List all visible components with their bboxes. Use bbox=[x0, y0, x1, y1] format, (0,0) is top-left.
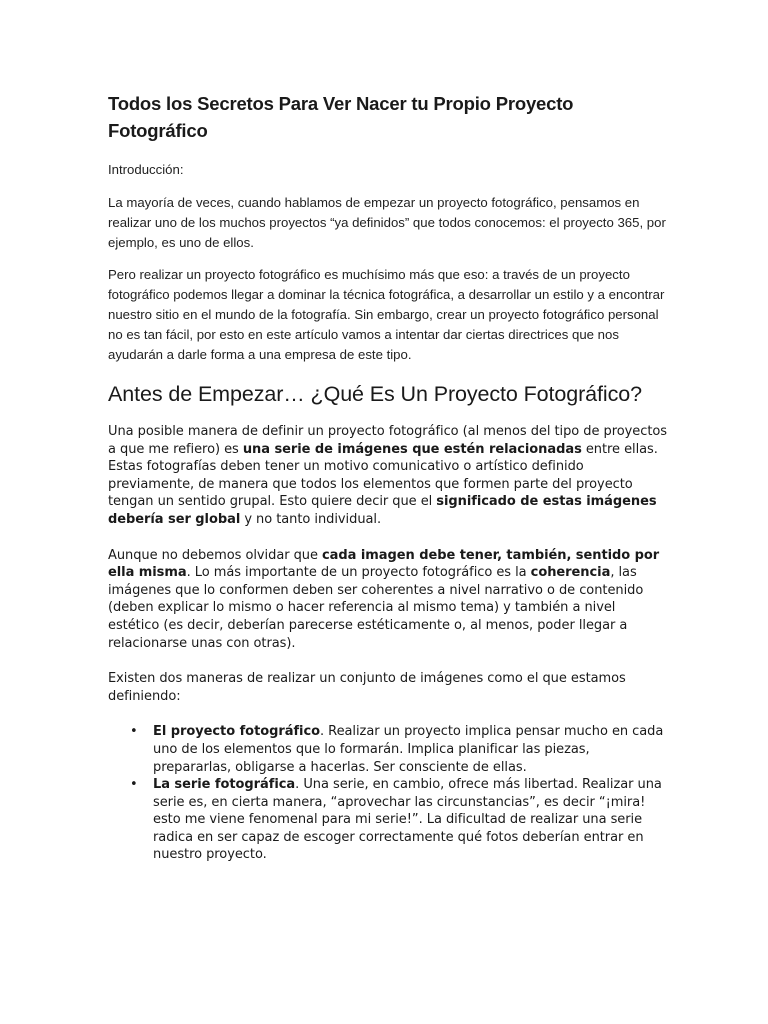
coherence-bold-2: coherencia bbox=[530, 565, 611, 581]
intro-paragraph-2: Pero realizar un proyecto fotográfico es muchísimo más que eso: a través de un proyecto fotográfico podemos llegar a dominar la técnica fotográfica, a desarrollar un estilo y a encontrar nuestro sitio en el mundo de la fotografía. Sin embargo, crear un proyecto fotográfico personal no es tan fácil, por esto en este artículo vamos a intentar dar ciertas directrices que nos ayudarán a darle forma a una empresa de este tipo. bbox=[108, 267, 665, 362]
coherence-text-1: Aunque no debemos olvidar que bbox=[108, 547, 323, 563]
coherence-text-3: , las imágenes que lo conformen deben ser coherentes a nivel narrativo o de contenido (deben explicar lo mismo o hacer referencia al mismo tema) y también a nivel estético (es decir, deberían parecerse estéticamente o, al menos, poder llegar a relacionarse unas con otras). bbox=[108, 565, 644, 651]
bullet-icon: • bbox=[130, 724, 138, 740]
list-item bbox=[108, 723, 668, 776]
list-item bbox=[108, 776, 668, 864]
definition-paragraph bbox=[108, 423, 668, 529]
bullet-icon: • bbox=[130, 777, 138, 793]
definition-bold-2: significado de estas imágenes debería ser global bbox=[108, 494, 657, 527]
section-heading: Antes de Empezar… ¿Qué Es Un Proyecto Fotográfico? bbox=[108, 382, 642, 406]
ways-paragraph: Existen dos maneras de realizar un conjunto de imágenes como el que estamos definiendo: bbox=[108, 671, 626, 704]
definition-text-2: entre ellas. Estas fotografías deben tener un motivo comunicativo o artístico definido previamente, de manera que todos los elementos que formen parte del proyecto tengan un sentido grupal. Esto quiere decir que el bbox=[108, 441, 658, 510]
coherence-paragraph bbox=[108, 547, 668, 653]
list-item-text: . Una serie, en cambio, ofrece más libertad. Realizar una serie es, en cierta manera, “aprovechar las circunstancias”, es decir “¡mira! esto me viene fenomenal para mi serie!”. La dificultad de realizar una serie radica en ser capaz de escoger correctamente qué fotos deberían entrar en nuestro proyecto. bbox=[153, 777, 662, 863]
list-item-bold: El proyecto fotográfico bbox=[153, 724, 320, 740]
intro-paragraph-1: La mayoría de veces, cuando hablamos de empezar un proyecto fotográfico, pensamos en realizar uno de los muchos proyectos “ya definidos” que todos conocemos: el proyecto 365, por ejemplo, es uno de ellos. bbox=[108, 195, 666, 250]
definition-text-3: y no tanto individual. bbox=[240, 511, 382, 527]
definition-bold-1: una serie de imágenes que estén relacionadas bbox=[242, 441, 582, 457]
document-content bbox=[108, 90, 668, 864]
list-item-text: . Realizar un proyecto implica pensar mucho en cada uno de los elementos que lo formarán. Implica planificar las piezas, prepararlas, obligarse a hacerlas. Ser consciente de ellas. bbox=[153, 724, 664, 775]
definition-text-1: Una posible manera de definir un proyecto fotográfico (al menos del tipo de proyectos a que me refiero) es bbox=[108, 424, 668, 457]
list-item-bold: La serie fotográfica bbox=[153, 777, 296, 793]
coherence-bold-1: cada imagen debe tener, también, sentido por ella misma bbox=[108, 547, 660, 581]
ways-list bbox=[108, 723, 668, 864]
coherence-text-2: . Lo más importante de un proyecto fotográfico es la bbox=[186, 565, 531, 581]
intro-label: Introducción: bbox=[108, 162, 184, 177]
document-title: Todos los Secretos Para Ver Nacer tu Propio Proyecto Fotográfico bbox=[108, 93, 574, 141]
